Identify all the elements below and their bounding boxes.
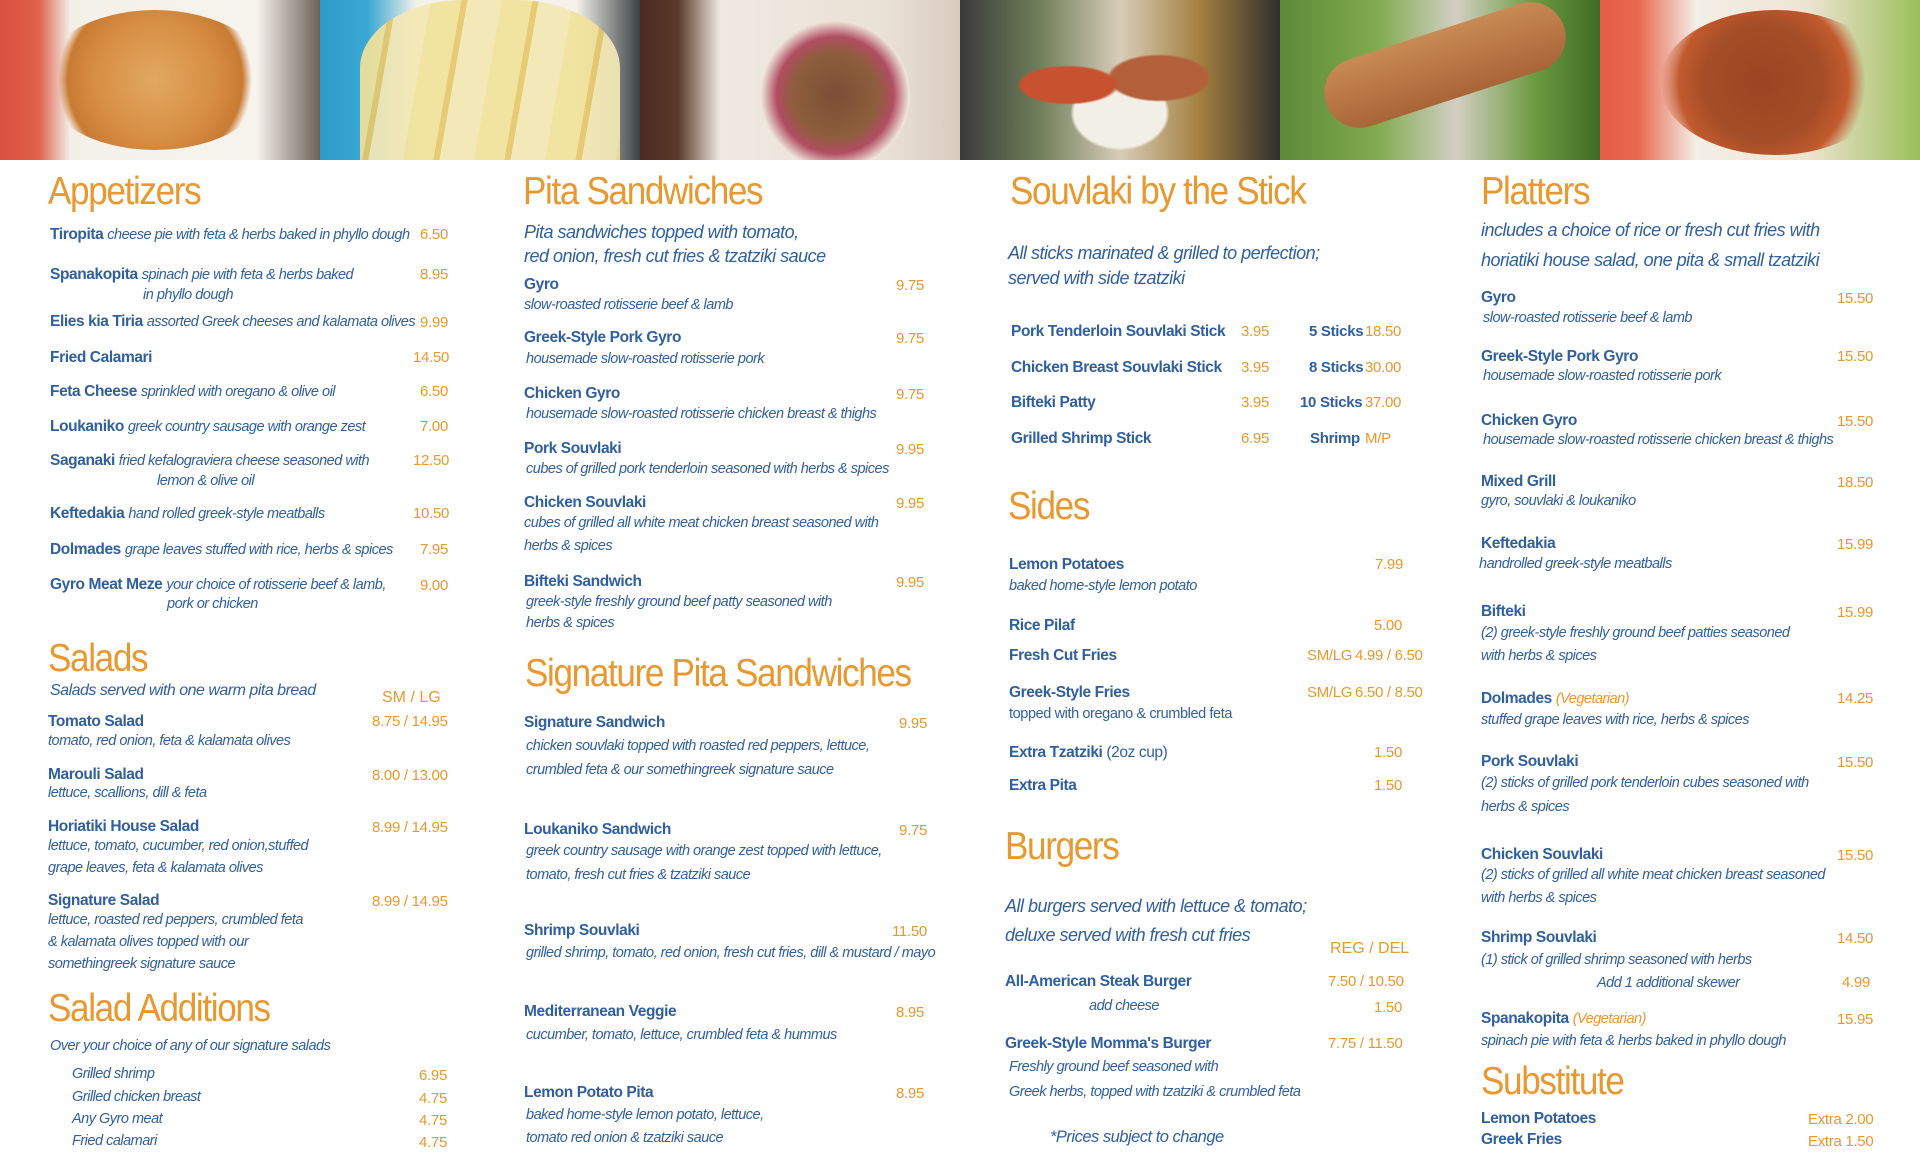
menu-item: Mediterranean Veggie [524, 1003, 677, 1020]
menu-item: Spanakopita (Vegetarian) [1481, 1010, 1646, 1027]
souvlaki-salad-photo [1280, 0, 1600, 160]
item-desc: lemon & olive oil [157, 473, 255, 489]
addition-item: Grilled chicken breast [72, 1089, 201, 1105]
menu-item: Chicken Gyro [524, 385, 620, 402]
souvlaki-subtitle-2: served with side tzatziki [1008, 268, 1185, 288]
menu-item: Greek-Style Pork Gyro [524, 329, 682, 346]
item-desc: greek country sausage with orange zest topped with lettuce, [526, 843, 882, 859]
item-desc: tomato, fresh cut fries & tzatziki sauce [526, 867, 751, 883]
item-price: 6.50 [420, 226, 448, 243]
item-price: 9.95 [896, 574, 924, 591]
item-price: 8.95 [420, 266, 448, 283]
item-extra: add cheese [1089, 998, 1159, 1014]
item-price: 14.25 [1837, 690, 1874, 707]
item-desc: grape leaves, feta & kalamata olives [48, 860, 263, 876]
item-price: 9.99 [420, 314, 448, 331]
item-price: 1.50 [1374, 744, 1402, 761]
menu-item: Pork Souvlaki [1481, 753, 1579, 770]
item-price: 8.99 / 14.95 [372, 819, 448, 836]
item-desc: chicken souvlaki topped with roasted red peppers, lettuce, [526, 738, 870, 754]
item-price: Extra 1.50 [1808, 1133, 1874, 1150]
item-desc: topped with oregano & crumbled feta [1009, 706, 1232, 722]
platters-subtitle-2: horiatiki house salad, one pita & small tzatziki [1481, 250, 1820, 270]
item-desc: in phyllo dough [143, 287, 234, 303]
stick-qty: 10 Sticks [1300, 394, 1363, 411]
item-price: 3.95 [1241, 323, 1269, 340]
menu-item: Elies kia Tiria assorted Greek cheeses and kalamata olives [50, 313, 416, 330]
item-desc: housemade slow-roasted rotisserie pork [1483, 368, 1722, 384]
menu-item: Greek-Style Pork Gyro [1481, 348, 1639, 365]
item-desc: baked home-style lemon potato [1009, 578, 1197, 594]
size-label: SM/LG [1307, 647, 1353, 664]
item-price: 9.75 [899, 822, 927, 839]
gyro-pita-photo [640, 0, 960, 160]
item-desc: (2) sticks of grilled pork tenderloin cubes seasoned with [1481, 775, 1809, 791]
vegetarian-tag: (Vegetarian) [1555, 691, 1630, 707]
item-price: 4.99 / 6.50 [1355, 647, 1423, 664]
item-desc: with herbs & spices [1481, 648, 1597, 664]
size-label: SM/LG [1307, 684, 1353, 701]
item-desc: somethingreek signature sauce [48, 956, 236, 972]
menu-item: Fresh Cut Fries [1009, 647, 1117, 664]
item-desc: lettuce, tomato, cucumber, red onion,stuffed [48, 838, 309, 854]
item-price: 8.99 / 14.95 [372, 893, 448, 910]
item-price: 8.00 / 13.00 [372, 767, 448, 784]
item-price: 7.95 [420, 541, 448, 558]
item-desc: cucumber, tomato, lettuce, crumbled feta & hummus [526, 1027, 837, 1043]
item-price: 6.50 [420, 383, 448, 400]
item-desc: with herbs & spices [1481, 890, 1597, 906]
salads-title: Salads [48, 637, 148, 680]
item-price: 3.95 [1241, 394, 1269, 411]
menu-item: Signature Sandwich [524, 714, 665, 731]
souvlaki-title: Souvlaki by the Stick [1010, 170, 1306, 213]
signature-title: Signature Pita Sandwiches [525, 652, 911, 695]
item-desc: Freshly ground beef seasoned with [1009, 1059, 1219, 1075]
item-price: 4.75 [419, 1112, 447, 1129]
photo-strip [0, 0, 1920, 160]
item-desc: greek-style freshly ground beef patty seasoned with [526, 594, 832, 610]
menu-item: Bifteki [1481, 603, 1526, 620]
item-price: 3.95 [1241, 359, 1269, 376]
item-desc: cubes of grilled pork tenderloin seasoned with herbs & spices [526, 461, 889, 477]
item-price: 9.75 [896, 277, 924, 294]
stick-qty-price: 37.00 [1365, 394, 1402, 411]
item-desc: (2) greek-style freshly ground beef patties seasoned [1481, 625, 1790, 641]
menu-item: Pork Souvlaki [524, 440, 622, 457]
menu-item: Keftedakia hand rolled greek-style meatballs [50, 505, 325, 522]
item-price: 15.99 [1837, 604, 1874, 621]
menu-item: Dolmades (Vegetarian) [1481, 690, 1630, 707]
menu-item: Saganaki fried kefalograviera cheese seasoned with [50, 452, 370, 469]
stick-qty: 5 Sticks [1309, 323, 1364, 340]
item-desc: (1) stick of grilled shrimp seasoned with herbs [1481, 952, 1752, 968]
item-price: 9.95 [899, 715, 927, 732]
item-price: 18.50 [1837, 474, 1874, 491]
item-price: 7.00 [420, 418, 448, 435]
burgers-subtitle: All burgers served with lettuce & tomato; [1005, 896, 1307, 916]
platters-title: Platters [1481, 170, 1590, 213]
item-price: 6.95 [1241, 430, 1269, 447]
item-price: 15.95 [1837, 1011, 1874, 1028]
menu-item: Bifteki Sandwich [524, 573, 642, 590]
item-price: 8.95 [896, 1085, 924, 1102]
item-desc: baked home-style lemon potato, lettuce, [526, 1107, 764, 1123]
souvlaki-subtitle: All sticks marinated & grilled to perfection; [1008, 243, 1320, 263]
item-desc: slow-roasted rotisserie beef & lamb [524, 297, 733, 313]
item-desc: slow-roasted rotisserie beef & lamb [1483, 310, 1692, 326]
burgers-subtitle-2: deluxe served with fresh cut fries [1005, 925, 1251, 945]
menu-item: Shrimp Souvlaki [1481, 929, 1597, 946]
stick-qty-price: 30.00 [1365, 359, 1402, 376]
menu-item: Shrimp Souvlaki [524, 922, 640, 939]
item-desc: herbs & spices [524, 538, 613, 554]
menu-item: Bifteki Patty [1011, 394, 1096, 411]
item-price: 7.99 [1375, 556, 1403, 573]
item-desc: pork or chicken [167, 596, 258, 612]
stick-qty-price: M/P [1365, 430, 1391, 447]
item-price: 6.50 / 8.50 [1355, 684, 1423, 701]
stick-qty: Shrimp [1310, 430, 1360, 447]
item-price: 15.50 [1837, 847, 1874, 864]
item-price: 15.50 [1837, 413, 1874, 430]
menu-item: Signature Salad [48, 892, 160, 909]
menu-item: Gyro [1481, 289, 1516, 306]
size-header: REG / DEL [1330, 940, 1410, 957]
menu-item: Dolmades grape leaves stuffed with rice, herbs & spices [50, 541, 393, 558]
item-price: 9.00 [420, 577, 448, 594]
item-price: 4.75 [419, 1090, 447, 1107]
salad-additions-title: Salad Additions [48, 987, 270, 1030]
menu-item: Tomato Salad [48, 713, 144, 730]
appetizers-title: Appetizers [48, 170, 201, 213]
item-desc: (2) sticks of grilled all white meat chicken breast seasoned [1481, 867, 1825, 883]
item-desc: crumbled feta & our somethingreek signature sauce [526, 762, 834, 778]
menu-item: Grilled Shrimp Stick [1011, 430, 1152, 447]
burgers-title: Burgers [1005, 825, 1119, 868]
menu-item: Rice Pilaf [1009, 617, 1075, 634]
salad-additions-subtitle: Over your choice of any of our signature salads [50, 1038, 331, 1054]
stick-qty-price: 18.50 [1365, 323, 1402, 340]
item-price: 1.50 [1374, 777, 1402, 794]
item-price: 9.75 [896, 386, 924, 403]
menu-item: All-American Steak Burger [1005, 973, 1192, 990]
sides-title: Sides [1008, 485, 1090, 528]
item-desc: lettuce, roasted red peppers, crumbled feta [48, 912, 303, 928]
item-price: 14.50 [1837, 930, 1874, 947]
size-header: SM / LG [382, 689, 441, 706]
item-price: 9.95 [896, 495, 924, 512]
price-note: *Prices subject to change [1050, 1128, 1224, 1146]
menu-item: Marouli Salad [48, 766, 144, 783]
item-price: 8.75 / 14.95 [372, 713, 448, 730]
pita-title: Pita Sandwiches [523, 170, 763, 213]
menu-item: Tiropita cheese pie with feta & herbs baked in phyllo dough [50, 226, 410, 243]
item-desc: gyro, souvlaki & loukaniko [1481, 493, 1636, 509]
pita-subtitle: Pita sandwiches topped with tomato, [524, 222, 799, 242]
menu-item: Spanakopita spinach pie with feta & herbs baked [50, 266, 354, 283]
item-price: 10.50 [413, 505, 450, 522]
menu-item: Lemon Potatoes [1481, 1110, 1596, 1127]
item-desc: spinach pie with feta & herbs baked in phyllo dough [1481, 1033, 1786, 1049]
item-price: 7.75 / 11.50 [1328, 1035, 1403, 1052]
item-desc: tomato, red onion, feta & kalamata olives [48, 733, 291, 749]
vegetarian-tag: (Vegetarian) [1572, 1011, 1646, 1027]
platters-subtitle: includes a choice of rice or fresh cut fries with [1481, 220, 1820, 240]
item-desc: housemade slow-roasted rotisserie chicken breast & thighs [526, 406, 877, 422]
item-price: 12.50 [413, 452, 450, 469]
addition-item: Fried calamari [72, 1133, 157, 1149]
menu-item: Gyro Meat Meze your choice of rotisserie beef & lamb, [50, 576, 386, 593]
menu-item: Greek-Style Fries [1009, 684, 1130, 701]
souvlaki-pitas-photo [960, 0, 1280, 160]
item-price: 14.50 [413, 349, 450, 366]
substitute-title: Substitute [1481, 1060, 1624, 1103]
item-price: 15.99 [1837, 536, 1874, 553]
item-desc: Greek herbs, topped with tzatziki & crumbled feta [1009, 1084, 1301, 1100]
menu-item: Fried Calamari [50, 349, 153, 366]
menu-item: Greek Fries [1481, 1131, 1562, 1148]
item-price: 6.95 [419, 1067, 447, 1084]
stick-qty: 8 Sticks [1309, 359, 1364, 376]
addition-item: Grilled shrimp [72, 1066, 155, 1082]
menu-item: Chicken Souvlaki [524, 494, 646, 511]
item-desc: herbs & spices [526, 615, 615, 631]
menu-item: Extra Pita [1009, 777, 1077, 794]
salads-subtitle: Salads served with one warm pita bread [50, 682, 316, 699]
menu-item: Horiatiki House Salad [48, 818, 199, 835]
item-desc: lettuce, scallions, dill & feta [48, 785, 207, 801]
item-price: Extra 2.00 [1808, 1111, 1874, 1128]
item-desc: herbs & spices [1481, 799, 1570, 815]
item-desc: housemade slow-roasted rotisserie pork [526, 351, 765, 367]
item-desc: grilled shrimp, tomato, red onion, fresh cut fries, dill & mustard / mayo [526, 945, 936, 961]
menu-item: Extra Tzatziki (2oz cup) [1009, 744, 1168, 761]
item-desc: cubes of grilled all white meat chicken breast seasoned with [524, 515, 879, 531]
item-price: 11.50 [892, 923, 927, 940]
platter-photo [1600, 0, 1920, 160]
menu-item: Feta Cheese sprinkled with oregano & olive oil [50, 383, 336, 400]
item-desc: stuffed grape leaves with rice, herbs & spices [1481, 712, 1749, 728]
item-desc: Add 1 additional skewer [1597, 975, 1740, 991]
menu-item: Lemon Potato Pita [524, 1084, 654, 1101]
item-desc: handrolled greek-style meatballs [1479, 556, 1672, 572]
menu-item: Loukaniko Sandwich [524, 821, 671, 838]
item-price: 15.50 [1837, 754, 1874, 771]
calamari-photo [0, 0, 320, 160]
menu-item: Gyro [524, 276, 559, 293]
item-price: 4.75 [419, 1134, 447, 1151]
menu-item: Pork Tenderloin Souvlaki Stick [1011, 323, 1226, 340]
item-price: 7.50 / 10.50 [1328, 973, 1404, 990]
item-desc: & kalamata olives topped with our [48, 934, 249, 950]
pita-subtitle-2: red onion, fresh cut fries & tzatziki sauce [524, 246, 826, 266]
item-desc: housemade slow-roasted rotisserie chicken breast & thighs [1483, 432, 1834, 448]
menu-item: Chicken Souvlaki [1481, 846, 1603, 863]
addition-item: Any Gyro meat [72, 1111, 163, 1127]
item-price: 5.00 [1374, 617, 1402, 634]
menu-item: Greek-Style Momma's Burger [1005, 1035, 1212, 1052]
item-price: 15.50 [1837, 348, 1874, 365]
item-price: 9.95 [896, 441, 924, 458]
menu-item: Loukaniko greek country sausage with orange zest [50, 418, 366, 435]
item-price: 8.95 [896, 1004, 924, 1021]
item-price: 15.50 [1837, 290, 1874, 307]
item-extra-price: 4.99 [1842, 974, 1870, 991]
menu-item: Chicken Gyro [1481, 412, 1577, 429]
menu-item: Keftedakia [1481, 535, 1556, 552]
lemon-potatoes-photo [320, 0, 640, 160]
menu-item: Mixed Grill [1481, 473, 1556, 490]
item-desc: tomato red onion & tzatziki sauce [526, 1130, 724, 1146]
item-price: 9.75 [896, 330, 924, 347]
menu-item: Lemon Potatoes [1009, 556, 1124, 573]
item-extra-price: 1.50 [1374, 999, 1402, 1016]
menu-item: Chicken Breast Souvlaki Stick [1011, 359, 1222, 376]
